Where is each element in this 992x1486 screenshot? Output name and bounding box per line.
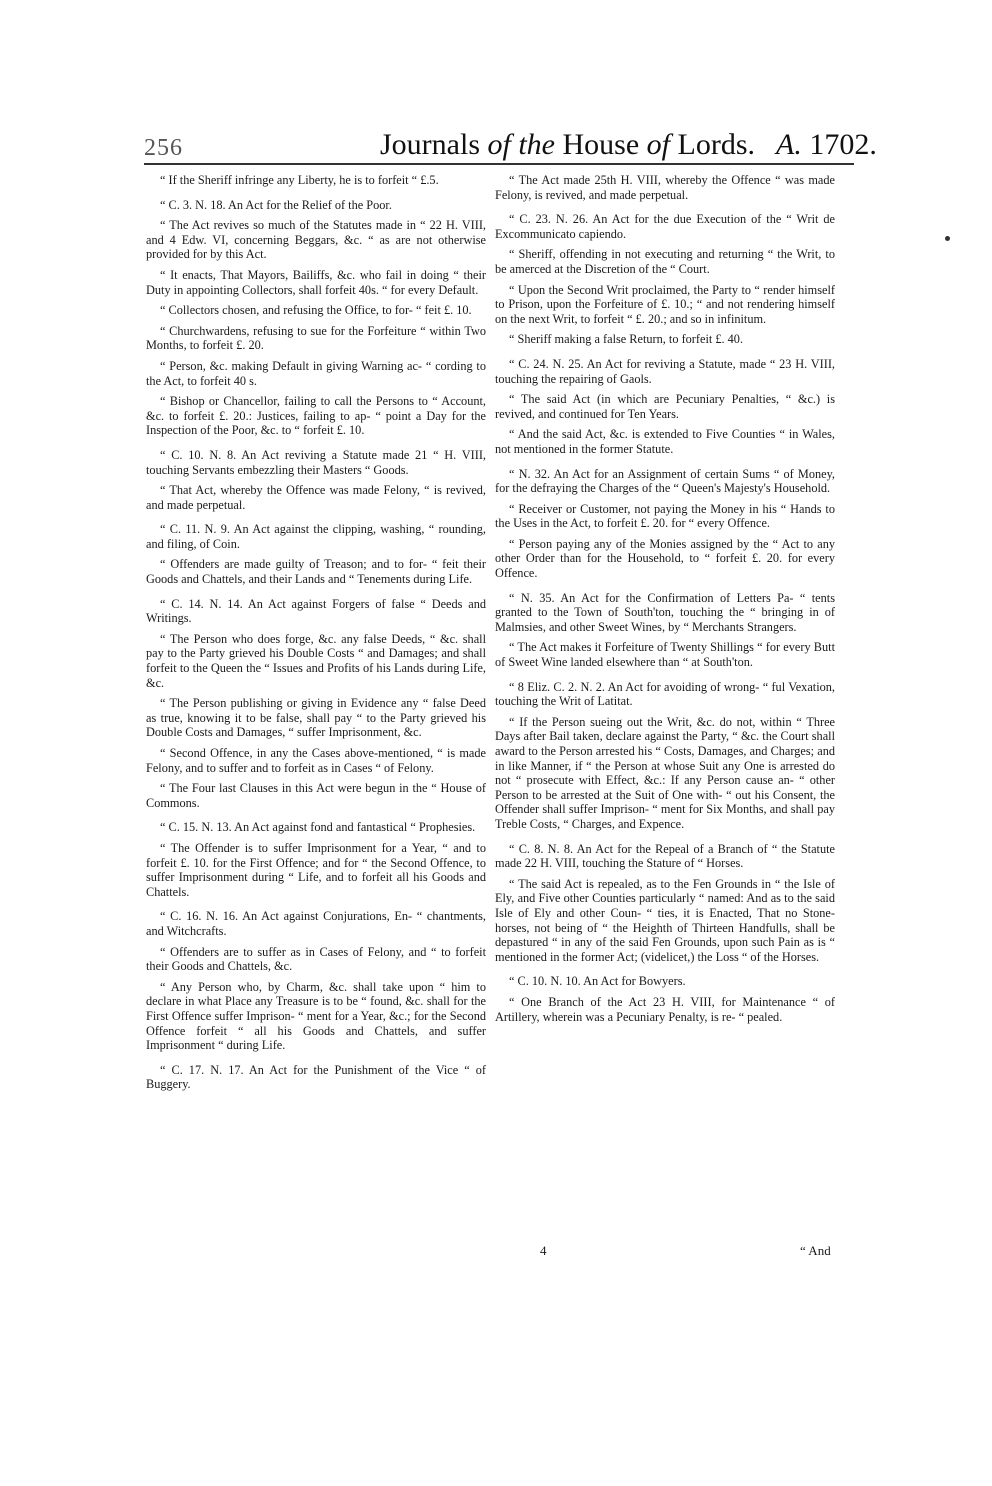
paragraph: “ Sheriff making a false Return, to forfeit £. 40.: [509, 332, 744, 347]
paragraph: “ Upon the Second Writ proclaimed, the Party to “ render himself to Prison, upon the Forfeiture of £. 10.; “ and not rendering himself on the next Writ, to forfeit “ £. 20.; and so in infinitum.: [495, 282, 835, 326]
paragraph: “ C. 14. N. 14. An Act against Forgers of false “ Deeds and Writings.: [146, 596, 486, 626]
paragraph: “ The Person publishing or giving in Evidence any “ false Deed as true, knowing it to be false, shall pay “ to the Party grieved his Double Costs and Damages, “ suffer Imprisonment, &c.: [146, 696, 486, 740]
paragraph: “ The Act made 25th H. VIII, whereby the Offence “ was made Felony, is revived, and made perpetual.: [495, 173, 835, 202]
title-part-of: of: [646, 128, 670, 161]
paragraph: “ N. 35. An Act for the Confirmation of Letters Pa- “ tents granted to the Town of South'ton, touching the “ bringing in of Malmsies, and other Sweet Wines, by “ Merchants Strangers.: [495, 590, 835, 634]
paragraph: “ C. 24. N. 25. An Act for reviving a Statute, made “ 23 H. VIII, touching the repairing of Gaols.: [495, 356, 835, 386]
paragraph: “ It enacts, That Mayors, Bailiffs, &c. who fail in doing “ their Duty in appointing Collectors, shall forfeit 40s. “ for every Default.: [146, 267, 486, 297]
paragraph: “ The Four last Clauses in this Act were begun in the “ House of Commons.: [146, 781, 486, 810]
right-column: [495, 173, 835, 1263]
year-value: 1702.: [801, 128, 877, 161]
title-part-of-the: of the: [487, 128, 555, 161]
paragraph: “ And the said Act, &c. is extended to Five Counties “ in Wales, not mentioned in the former Statute.: [495, 427, 835, 456]
header-rule: [144, 163, 854, 165]
paragraph: “ The said Act is repealed, as to the Fen Grounds in “ the Isle of Ely, and Five other Counties particularly “ named: And as to the said Isle of Ely and other Coun- “ ties, it is Enacted, That no Stone-horses, not being of “ the Heighth of Thirteen Handfulls, shall be depastured “ in any of the said Fen Grounds, upon such Pain as is “ mentioned in the former Act; (videlicet,) the Loss “ of the Horses.: [495, 876, 835, 964]
paragraph: “ C. 11. N. 9. An Act against the clipping, washing, “ rounding, and filing, of Coin.: [146, 522, 486, 551]
paragraph: “ Receiver or Customer, not paying the Money in his “ Hands to the Uses in the Act, to forfeit £. 20. for “ every Offence.: [495, 501, 835, 531]
paragraph: “ Bishop or Chancellor, failing to call the Persons to “ Account, &c. to forfeit £. 20.: Justices, failing to ap- “ point a Day for the Inspection of the Poor, &c. to “ forfeit £. 10.: [146, 394, 486, 438]
paragraph: “ The Offender is to suffer Imprisonment for a Year, “ and to forfeit £. 10. for the First Offence; and for “ the Second Offence, to suffer Imprisonment during “ Life, and to forfeit all his Goods and Chattels.: [146, 840, 486, 899]
running-title: [380, 128, 755, 162]
page-number: 256: [144, 135, 183, 161]
paragraph: “ Offenders are made guilty of Treason; and to for- “ feit their Goods and Chattels, and their Lands and “ Tenements during Life.: [146, 557, 486, 587]
paragraph: “ Churchwardens, refusing to sue for the Forfeiture “ within Two Months, to forfeit £. 20.: [146, 323, 486, 353]
paragraph: “ Person, &c. making Default in giving Warning ac- “ cording to the Act, to forfeit 40 s.: [146, 358, 486, 388]
running-year: [776, 128, 877, 162]
paragraph: “ C. 8. N. 8. An Act for the Repeal of a Branch of “ the Statute made 22 H. VIII, touching the Stature of “ Horses.: [495, 841, 835, 871]
paragraph: “ C. 23. N. 26. An Act for the due Execution of the “ Writ de Excommunicato capiendo.: [495, 212, 835, 241]
title-part-journals: Journals: [380, 128, 488, 161]
folio-number: 4: [540, 1243, 547, 1258]
paragraph: “ Sheriff, offending in not executing and returning “ the Writ, to be amerced at the Discretion of the “ Court.: [495, 247, 835, 276]
margin-mark: [945, 236, 950, 241]
paragraph: “ That Act, whereby the Offence was made Felony, “ is revived, and made perpetual.: [146, 483, 486, 512]
paragraph: “ C. 17. N. 17. An Act for the Punishment of the Vice “ of Buggery.: [146, 1062, 486, 1092]
title-part-house: House: [555, 128, 647, 161]
paragraph: “ The Act revives so much of the Statutes made in “ 22 H. VIII, and 4 Edw. VI, concerning Beggars, &c. “ as are not otherwise provided for by this Act.: [146, 218, 486, 262]
paragraph: “ C. 3. N. 18. An Act for the Relief of the Poor.: [160, 197, 392, 212]
paragraph: “ C. 15. N. 13. An Act against fond and fantastical “ Prophesies.: [160, 820, 476, 835]
paragraph: “ Offenders are to suffer as in Cases of Felony, and “ to forfeit their Goods and Chattels, &c.: [146, 944, 486, 974]
paragraph: “ C. 10. N. 10. An Act for Bowyers.: [509, 974, 686, 989]
paragraph: “ One Branch of the Act 23 H. VIII, for Maintenance “ of Artillery, wherein was a Pecuniary Penalty, is re- “ pealed.: [495, 994, 835, 1024]
paragraph: “ C. 16. N. 16. An Act against Conjurations, En- “ chantments, and Witchcrafts.: [146, 909, 486, 938]
left-column: [146, 173, 486, 1263]
paragraph: “ Any Person who, by Charm, &c. shall take upon “ him to declare in what Place any Treasure is to be “ found, &c. shall for the First Offence suffer Imprison- “ ment for a Year, &c.; for the Second Offence forfeit “ all his Goods and Chattels, and suffer Imprisonment “ during Life.: [146, 979, 486, 1053]
paragraph: “ C. 10. N. 8. An Act reviving a Statute made 21 “ H. VIII, touching Servants embezzling their Masters “ Goods.: [146, 447, 486, 477]
year-prefix: A.: [776, 128, 802, 161]
paragraph: “ N. 32. An Act for an Assignment of certain Sums “ of Money, for the defraying the Charges of the “ Queen's Majesty's Household.: [495, 466, 835, 496]
paragraph: “ If the Person sueing out the Writ, &c. do not, within “ Three Days after Bail taken, declare against the Party, “ &c. the Court shall award to the Person arrested his “ Costs, Damages, and Charges; and in like Manner, if “ the Person at whose Suit any One is arrested do not “ prosecute with Effect, &c.: If any Person cause an- “ other Person to be arrested at the Suit of One with- “ out his Consent, the Offender shall suffer Imprison- “ ment for Six Months, and shall pay Treble Costs, “ Charges, and Expence.: [495, 714, 835, 831]
paragraph: “ The Person who does forge, &c. any false Deeds, “ &c. shall pay to the Party grieved his Double Costs “ and Damages; and shall forfeit to the Queen the “ Issues and Profits of his Lands during Life, &c.: [146, 631, 486, 690]
catchword: “ And: [800, 1243, 831, 1258]
paragraph: “ If the Sheriff infringe any Liberty, he is to forfeit “ £.5.: [160, 173, 439, 187]
paragraph: “ Second Offence, in any the Cases above-mentioned, “ is made Felony, and to suffer and to forfeit as in Cases “ of Felony.: [146, 746, 486, 775]
paragraph: “ Person paying any of the Monies assigned by the “ Act to any other Order than for the Household, to “ forfeit £. 20. for every Offence.: [495, 536, 835, 581]
paragraph: “ The said Act (in which are Pecuniary Penalties, “ &c.) is revived, and continued for Ten Years.: [495, 392, 835, 421]
paragraph: “ The Act makes it Forfeiture of Twenty Shillings “ for every Butt of Sweet Wine landed elsewhere than “ at South'ton.: [495, 640, 835, 670]
paragraph: “ Collectors chosen, and refusing the Office, to for- “ feit £. 10.: [160, 303, 472, 318]
paragraph: “ 8 Eliz. C. 2. N. 2. An Act for avoiding of wrong- “ ful Vexation, touching the Writ of Latitat.: [495, 679, 835, 709]
title-part-lords: Lords.: [670, 128, 755, 161]
